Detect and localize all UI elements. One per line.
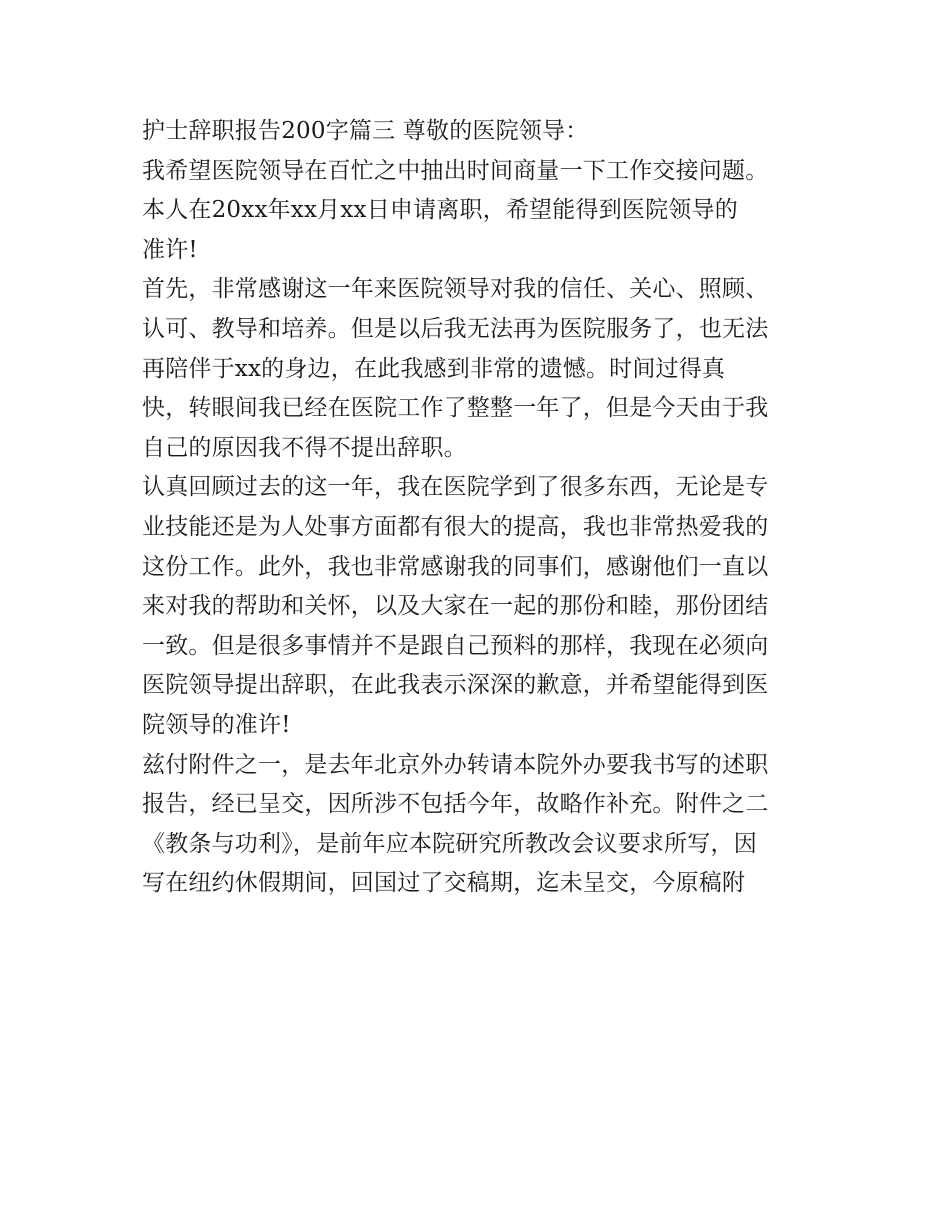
text-line: 这份工作。此外，我也非常感谢我的同事们，感谢他们一直以 <box>142 553 769 580</box>
text-line: 认可、教导和培养。但是以后我无法再为医院服务了，也无法 <box>142 315 769 342</box>
text-line: 兹付附件之一，是去年北京外办转请本院外办要我书写的述职 <box>142 751 769 778</box>
text-line: 认真回顾过去的这一年，我在医院学到了很多东西，无论是专 <box>142 474 769 501</box>
text-line: 报告，经已呈交，因所涉不包括今年，故略作补充。附件之二 <box>142 791 769 818</box>
text-line: 院领导的准许! <box>142 711 291 738</box>
text-line: 《教条与功利》，是前年应本院研究所教改会议要求所写，因 <box>142 830 757 857</box>
text-line: 自己的原因我不得不提出辞职。 <box>142 434 467 461</box>
title-line: 护士辞职报告200字篇三 尊敬的医院领导： <box>142 118 589 144</box>
text-line: 来对我的帮助和关怀，以及大家在一起的那份和睦，那份团结 <box>142 593 769 620</box>
text-line: 医院领导提出辞职，在此我表示深深的歉意，并希望能得到医 <box>142 672 769 699</box>
text-line: 写在纽约休假期间，回国过了交稿期，迄未呈交，今原稿附 <box>142 870 746 897</box>
text-line: 再陪伴于xx的身边，在此我感到非常的遗憾。时间过得真 <box>142 355 726 382</box>
text-line: 我希望医院领导在百忙之中抽出时间商量一下工作交接问题。 <box>142 157 769 184</box>
text-line: 本人在20xx年xx月xx日申请离职，希望能得到医院领导的 <box>142 197 738 224</box>
text-line: 快，转眼间我已经在医院工作了整整一年了，但是今天由于我 <box>142 395 769 422</box>
text-line: 业技能还是为人处事方面都有很大的提高，我也非常热爱我的 <box>142 513 769 540</box>
document-body <box>142 112 822 904</box>
text-line: 一致。但是很多事情并不是跟自己预料的那样，我现在必须向 <box>142 632 769 659</box>
text-line: 首先，非常感谢这一年来医院领导对我的信任、关心、照顾、 <box>142 276 769 303</box>
text-line: 准许! <box>142 236 198 263</box>
